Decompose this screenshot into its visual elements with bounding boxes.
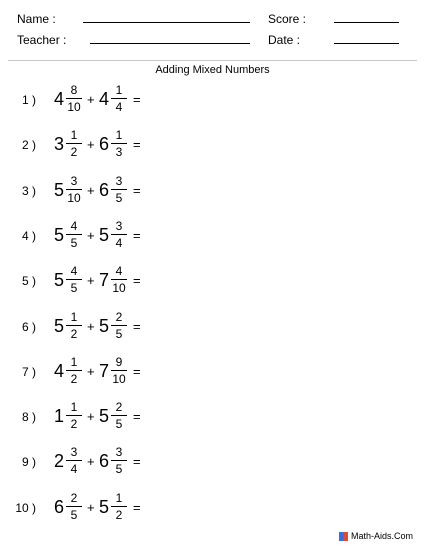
fraction <box>66 83 82 114</box>
plus-sign: + <box>87 227 95 243</box>
fraction <box>111 491 127 522</box>
problem-number: 7 ) <box>21 364 36 379</box>
numerator: 3 <box>70 173 78 188</box>
fraction-bar <box>111 234 127 235</box>
denominator: 10 <box>112 371 126 386</box>
denominator: 2 <box>70 145 78 160</box>
plus-sign: + <box>87 499 95 515</box>
denominator: 10 <box>67 190 81 205</box>
problem-row <box>0 399 300 435</box>
whole-part: 5 <box>54 179 65 200</box>
equals-sign: = <box>133 137 141 153</box>
denominator: 4 <box>70 462 78 477</box>
fraction-bar <box>111 98 127 99</box>
problem-number: 1 ) <box>21 93 36 107</box>
fraction <box>111 400 127 431</box>
fraction <box>111 128 127 159</box>
numerator: 2 <box>70 490 78 505</box>
fraction <box>66 355 82 386</box>
denominator: 5 <box>115 417 123 432</box>
whole-part: 6 <box>54 496 65 517</box>
score-line[interactable] <box>334 22 399 23</box>
whole-part: 5 <box>54 270 65 291</box>
problem-row <box>0 309 300 345</box>
problem-row <box>0 127 300 163</box>
math-aids-logo-icon <box>339 532 348 541</box>
whole-part: 2 <box>54 451 65 472</box>
equals-sign: = <box>133 273 141 289</box>
fraction-bar <box>111 279 127 280</box>
fraction-bar <box>66 460 82 461</box>
numerator: 3 <box>115 445 123 460</box>
fraction-bar <box>66 234 82 235</box>
numerator: 2 <box>115 309 123 324</box>
numerator: 4 <box>70 264 78 279</box>
numerator: 1 <box>70 309 78 324</box>
denominator: 2 <box>70 417 78 432</box>
problem-row <box>0 82 300 118</box>
fraction-bar <box>111 143 127 144</box>
whole-part: 3 <box>54 134 65 155</box>
whole-part: 7 <box>99 270 110 291</box>
numerator: 3 <box>115 218 123 233</box>
equals-sign: = <box>133 227 141 243</box>
brand-text: Math-Aids.Com <box>350 531 413 541</box>
fraction <box>111 219 127 250</box>
numerator: 1 <box>70 400 78 415</box>
problem-number: 5 ) <box>21 274 36 289</box>
numerator: 3 <box>70 445 78 460</box>
score-label: Score : <box>268 12 307 26</box>
equals-sign: = <box>133 318 141 334</box>
fraction-bar <box>66 506 82 507</box>
plus-sign: + <box>87 363 95 379</box>
equals-sign: = <box>133 499 141 515</box>
problem-row <box>0 490 300 526</box>
whole-part: 4 <box>54 360 65 381</box>
numerator: 1 <box>115 490 123 505</box>
whole-part: 1 <box>54 406 65 427</box>
whole-part: 5 <box>54 315 65 336</box>
numerator: 1 <box>115 128 123 143</box>
problem-number: 8 ) <box>21 410 36 425</box>
denominator: 10 <box>67 100 81 114</box>
denominator: 10 <box>112 281 126 296</box>
plus-sign: + <box>87 409 95 425</box>
numerator: 8 <box>70 83 78 97</box>
numerator: 2 <box>115 400 123 415</box>
fraction-bar <box>66 143 82 144</box>
problem-number: 4 ) <box>21 228 36 243</box>
fraction <box>111 174 127 205</box>
whole-part: 5 <box>99 315 110 336</box>
denominator: 4 <box>115 235 123 250</box>
problem-row <box>0 173 300 209</box>
fraction <box>66 445 82 476</box>
problem-number: 9 ) <box>21 455 36 470</box>
problem-row <box>0 263 300 299</box>
fraction <box>66 310 82 341</box>
plus-sign: + <box>87 454 95 470</box>
numerator: 4 <box>115 264 123 279</box>
equals-sign: = <box>133 92 141 107</box>
fraction <box>66 491 82 522</box>
denominator: 4 <box>115 100 123 114</box>
whole-part: 5 <box>99 406 110 427</box>
whole-part: 4 <box>54 89 65 109</box>
numerator: 1 <box>70 354 78 369</box>
whole-part: 5 <box>99 496 110 517</box>
problem-number: 3 ) <box>21 183 36 198</box>
fraction-bar <box>111 370 127 371</box>
fraction <box>111 83 127 114</box>
fraction <box>111 355 127 386</box>
fraction <box>66 219 82 250</box>
fraction-bar <box>66 279 82 280</box>
problem-row <box>0 444 300 480</box>
denominator: 2 <box>70 371 78 386</box>
whole-part: 4 <box>99 89 110 109</box>
problem-number: 6 ) <box>21 319 36 334</box>
whole-part: 6 <box>99 451 110 472</box>
numerator: 9 <box>115 354 123 369</box>
fraction-bar <box>111 415 127 416</box>
fraction-bar <box>66 189 82 190</box>
problem-row <box>0 354 300 390</box>
plus-sign: + <box>87 318 95 334</box>
equals-sign: = <box>133 454 141 470</box>
numerator: 1 <box>115 83 123 97</box>
fraction <box>66 400 82 431</box>
worksheet-title: Adding Mixed Numbers <box>155 64 270 76</box>
plus-sign: + <box>87 273 95 289</box>
fraction-bar <box>66 415 82 416</box>
plus-sign: + <box>87 137 95 153</box>
denominator: 2 <box>70 326 78 341</box>
fraction <box>111 310 127 341</box>
denominator: 3 <box>115 145 123 160</box>
fraction <box>66 264 82 295</box>
fraction-bar <box>111 189 127 190</box>
plus-sign: + <box>87 92 95 107</box>
numerator: 4 <box>70 218 78 233</box>
teacher-label: Teacher : <box>17 33 67 47</box>
fraction <box>111 445 127 476</box>
whole-part: 6 <box>99 134 110 155</box>
problem-number: 2 ) <box>21 138 36 153</box>
header-divider <box>8 60 417 61</box>
teacher-line[interactable] <box>90 43 250 44</box>
plus-sign: + <box>87 182 95 198</box>
name-label: Name : <box>17 12 56 26</box>
problem-row <box>0 218 300 254</box>
fraction <box>111 264 127 295</box>
fraction-bar <box>111 460 127 461</box>
denominator: 5 <box>115 190 123 205</box>
equals-sign: = <box>133 182 141 198</box>
denominator: 5 <box>115 462 123 477</box>
denominator: 5 <box>70 235 78 250</box>
date-line[interactable] <box>334 43 399 44</box>
name-line[interactable] <box>83 22 250 23</box>
fraction-bar <box>111 506 127 507</box>
problem-number: 10 ) <box>15 500 36 515</box>
whole-part: 5 <box>54 224 65 245</box>
denominator: 2 <box>115 507 123 522</box>
equals-sign: = <box>133 409 141 425</box>
equals-sign: = <box>133 363 141 379</box>
footer-brand <box>339 531 413 541</box>
fraction-bar <box>66 98 82 99</box>
denominator: 5 <box>115 326 123 341</box>
numerator: 1 <box>70 128 78 143</box>
whole-part: 5 <box>99 224 110 245</box>
date-label: Date : <box>268 33 301 47</box>
fraction-bar <box>111 325 127 326</box>
whole-part: 6 <box>99 179 110 200</box>
whole-part: 7 <box>99 360 110 381</box>
fraction <box>66 128 82 159</box>
fraction-bar <box>66 325 82 326</box>
numerator: 3 <box>115 173 123 188</box>
denominator: 5 <box>70 507 78 522</box>
fraction-bar <box>66 370 82 371</box>
fraction <box>66 174 82 205</box>
denominator: 5 <box>70 281 78 296</box>
